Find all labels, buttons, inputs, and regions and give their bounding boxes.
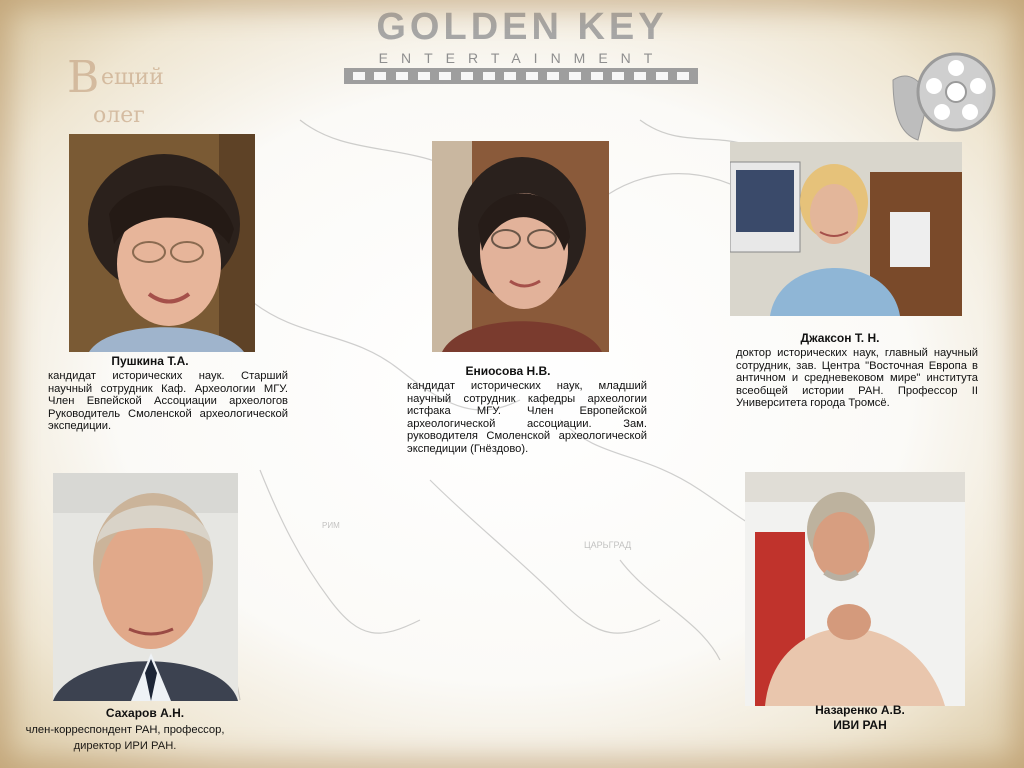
film-reel-icon [888,40,998,150]
map-label-city: ЦАРЬГРАД [584,540,632,550]
portrait-sakharov [53,473,238,701]
person-description: доктор исторических наук, главный научный сотрудник, зав. Центра "Восточная Европа в античном и средневековом мире" института всеобщей истории РАН. Профессор II Университета города Тромсё. [736,347,978,410]
portrait-eniosova [432,141,609,352]
svg-text:ещий: ещий [101,65,164,90]
person-description: ИВИ РАН [833,718,887,732]
person-name: Сахаров А.Н. [105,706,185,720]
person-name: Джаксон Т. Н. [800,331,880,345]
svg-text:В: В [67,52,100,103]
person-description-line2: директор ИРИ РАН. [73,740,177,752]
map-label-rim: РИМ [322,521,340,530]
filmstrip-decoration [344,68,698,84]
person-description-line1: член-корреспондент РАН, профессор, [25,724,225,736]
person-description: кандидат исторических наук, младший научный сотрудник кафедры археологии истфака МГУ. Член Европейской археологической ассоциации. Зам. руководителя Смоленской археологической экспедиции (Гнёздово). [407,380,647,455]
logo-subtitle: ENTERTAINMENT [378,50,666,66]
portrait-jackson [730,142,962,316]
person-description: кандидат исторических наук. Старший научный сотрудник Каф. Археологии МГУ. Член Евпейской Ассоциации археологов Руководитель Смоленской археологической экспедиции. [48,370,288,433]
portrait-pushkina [69,134,255,352]
svg-text:олег: олег [93,103,145,128]
veshchiy-oleg-logo [65,48,185,128]
logo-title: GOLDEN KEY [376,6,668,48]
portrait-nazarenko [745,472,965,706]
person-name: Пушкина Т.А. [111,354,189,368]
person-name: Назаренко А.В. [815,703,905,717]
person-name: Ениосова Н.В. [465,364,551,378]
